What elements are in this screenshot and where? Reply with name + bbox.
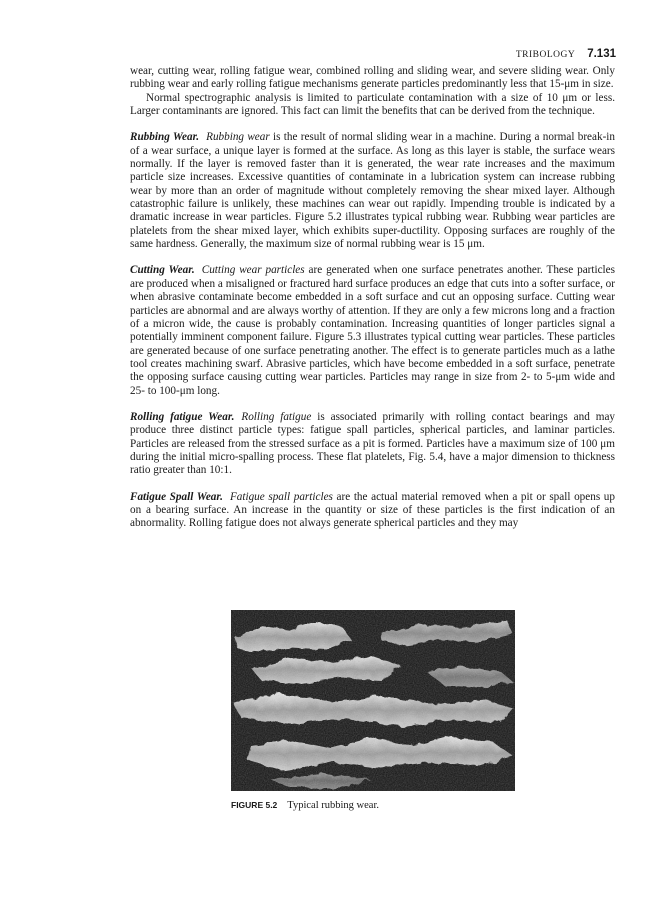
term-cutting-wear: Cutting wear particles <box>201 264 305 277</box>
text-rubbing-wear: is the result of normal sliding wear in a machine. During a normal break-in of a wear surface, a unique layer is formed at the surface. As long as this layer is stable, the surface wears normally. If the layer is removed faster than it is generated, the wear rate increases and the maximum particle size increases. Excessive quantities of contaminate in a lubrication system can increase rubbing wear by more than an order of magnitude without completely removing the shear mixed layer. Although catastrophic failure is unlikely, these machines can wear out rapidly. Impending trouble is indicated by a dramatic increase in wear particles. Figure 5.2 illustrates typical rubbing wear. Rubbing wear particles are platelets from the shear mixed layer, which exhibits super-ductility. Opposing surfaces are roughly of the same hardness. Generally, the maximum size of normal rubbing wear is 15 μm. <box>130 131 615 251</box>
heading-rolling-fatigue: Rolling fatigue Wear. <box>130 410 235 423</box>
text-cutting-wear: are generated when one surface penetrates another. These particles are produced when a misaligned or fractured hard surface produces an edge that cuts into a softer surface, or when abrasive contaminate become embedded in a soft surface and cut an opposing surface. Cutting wear particles are abnormal and are always worthy of attention. If they are only a few microns long and a fraction of a micron wide, the cause is probably contamination. Increasing quantities of longer particles signal a potentially imminent component failure. Figure 5.3 illustrates typical cutting wear particles. These particles are generated because of one surface penetrating another. The effect is to generate particles much as a lathe tool creates machining swarf. Abrasive particles, which have become embedded in a soft surface, penetrate the opposing surface causing cutting wear particles. Particles may range in size from 2- to 5-μm wide and 25- to 100-μm long. <box>130 264 615 397</box>
figure-caption-text: Typical rubbing wear. <box>287 800 379 811</box>
paragraph-cutting-wear <box>130 264 615 397</box>
header-page-number: 7.131 <box>587 48 616 60</box>
heading-rubbing-wear: Rubbing Wear. <box>130 131 200 144</box>
paragraph-rubbing-wear <box>130 131 615 251</box>
paragraph-rolling-fatigue <box>130 411 615 478</box>
running-header <box>516 44 616 62</box>
figure-caption <box>231 800 379 811</box>
paragraph-fatigue-spall <box>130 491 615 531</box>
heading-cutting-wear: Cutting Wear. <box>130 264 195 277</box>
micrograph-image <box>231 610 515 791</box>
text-fatigue-spall: are the actual material removed when a pit or spall opens up on a bearing surface. An increase in the quantity or size of these particles is the first indication of an abnormality. Rolling fatigue does not always generate spherical particles and they may <box>130 490 615 530</box>
paragraph-intro-continued: wear, cutting wear, rolling fatigue wear, combined rolling and sliding wear, and severe sliding wear. Only rubbing wear and early rolling fatigue mechanisms generate particles predominantly less that 15-μm in size. <box>130 65 615 91</box>
term-rubbing-wear: Rubbing wear <box>206 131 270 144</box>
heading-fatigue-spall: Fatigue Spall Wear. <box>130 490 223 503</box>
micrograph-grain <box>231 610 515 791</box>
header-section-title: TRIBOLOGY <box>515 50 576 60</box>
figure-rubbing-wear-micrograph <box>231 610 515 791</box>
paragraph-spectrographic: Normal spectrographic analysis is limited to particulate contamination with a size of 10 μm or less. Larger contaminants are ignored. This fact can limit the benefits that can be derived from the technique. <box>130 91 615 118</box>
figure-label: FIGURE 5.2 <box>231 800 278 810</box>
text-rolling-fatigue: is associated primarily with rolling contact bearings and may produce three distinct particle types: fatigue spall particles, spherical particles, and laminar particles. Particles are released from the stressed surface as a pit is formed. Particles have a maximum size of 100 μm during the initial micro-spalling process. These flat platelets, Fig. 5.4, have a major dimension to thickness ratio greater than 10:1. <box>130 410 615 477</box>
term-rolling-fatigue: Rolling fatigue <box>241 410 312 423</box>
body-text <box>130 65 615 531</box>
term-fatigue-spall: Fatigue spall particles <box>229 490 333 503</box>
